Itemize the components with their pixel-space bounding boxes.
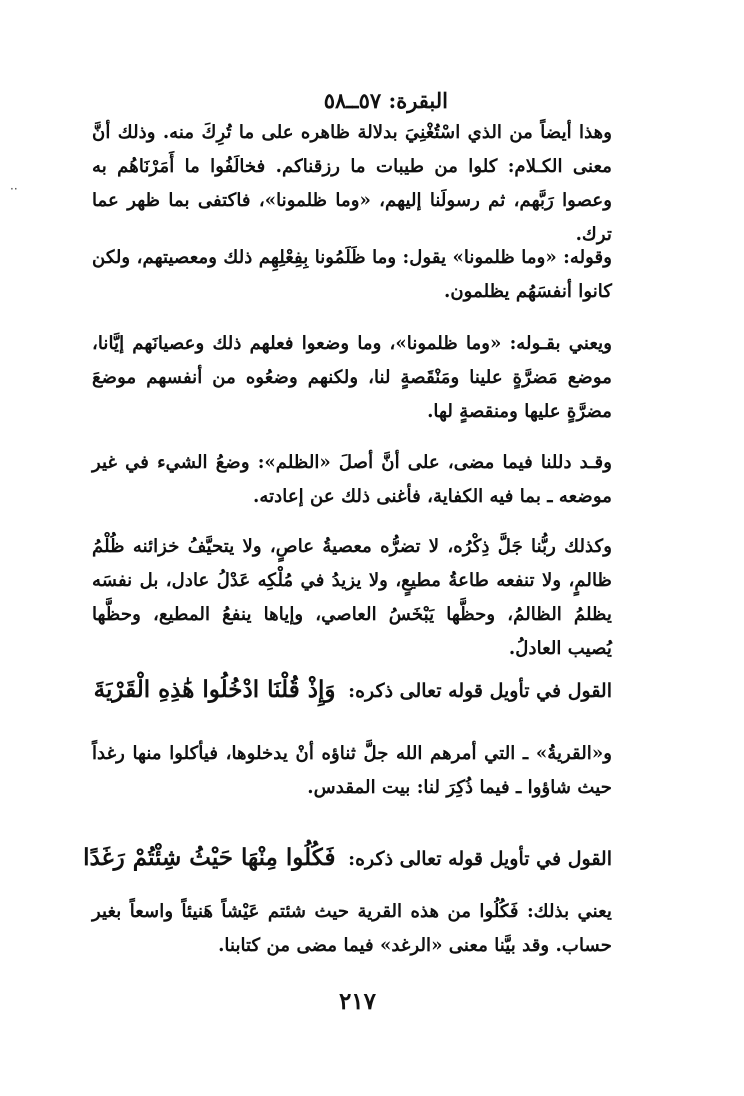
- paragraph-2: وقوله: «وما ظلمونا» يقول: وما ظَلَمُونا بِفِعْلِهِم ذلك ومعصيتهم، ولكن كانوا أنفسَهُم يظلمون.: [92, 247, 612, 302]
- section-heading-2-verse: فَكُلُوا مِنْهَا حَيْثُ شِئْتُمْ رَغَدًا: [83, 844, 336, 871]
- section-heading-1-verse: وَإِذْ قُلْنَا ادْخُلُوا هَٰذِهِ الْقَرْيَةَ: [93, 676, 336, 703]
- paragraph-4: وقـد دللنا فيما مضى، على أنَّ أصلَ «الظلم»: وضعُ الشيء في غير موضعه ـ بما فيه الكفاية، فأغنى ذلك عن إعادته.: [92, 452, 612, 507]
- section-heading-1: [92, 670, 612, 711]
- section-heading-2-prefix: القول في تأويل قوله تعالى ذكره:: [348, 848, 612, 870]
- running-head: البقرة: ٥٧ــ٥٨: [323, 88, 448, 113]
- book-page: [83, 0, 612, 1096]
- section-2-body: يعني بذلك: فَكُلُوا من هذه القرية حيث شئتم عَيْشاً هَنيئاً واسعاً بغير حساب. وقد بيَّنا معنى «الرغد» فيما مضى من كتابنا.: [92, 901, 612, 956]
- section-heading-1-prefix: القول في تأويل قوله تعالى ذكره:: [348, 680, 612, 702]
- page-number: ٢١٧: [338, 988, 376, 1015]
- paragraph-1: وهذا أيضاً من الذي اسْتُغْنِيَ بدلالة ظاهره على ما تُرِكَ منه. وذلك أنَّ معنى الكـلام: كلوا من طيبات ما رزقناكم. فخالَفُوا ما أَمَرْنَاهُم به وعصوا رَبَّهم، ثم رسولَنا إليهم، «وما ظلمونا»، فاكتفى بما ظهر عما ترك.: [92, 122, 612, 245]
- paragraph-3: ويعني بقـوله: «وما ظلمونا»، وما وضعوا فعلهم ذلك وعصيانَهم إيَّانا، موضع مَضرَّةٍ علينا ومَنْقَصةٍ لنا، ولكنهم وضعُوه من أنفسهم موضعَ مضرَّةٍ عليها ومنقصةٍ لها.: [92, 333, 612, 422]
- paragraph-5: وكذلك ربُّنا جَلَّ ذِكْرُه، لا تضرُّه معصيةُ عاصٍ، ولا يتحيَّفُ خزائنه ظُلْمُ ظالمٍ، ولا تنفعه طاعةُ مطيعٍ، ولا يزيدُ في مُلْكِه عَدْلُ عادل، بل نفسَه يظلمُ الظالمُ، وحظَّها يَبْخَسُ العاصي، وإياها ينفعُ المطيع، وحظَّها يُصيب العادلُ.: [92, 536, 612, 659]
- section-1-body: و«القريةُ» ـ التي أمرهم الله جلَّ ثناؤه أنْ يدخلوها، فيأكلوا منها رغداً حيث شاؤوا ـ فيما ذُكِرَ لنا: بيت المقدس.: [92, 743, 612, 798]
- margin-mark: ··: [10, 182, 18, 196]
- section-heading-2: [83, 838, 612, 879]
